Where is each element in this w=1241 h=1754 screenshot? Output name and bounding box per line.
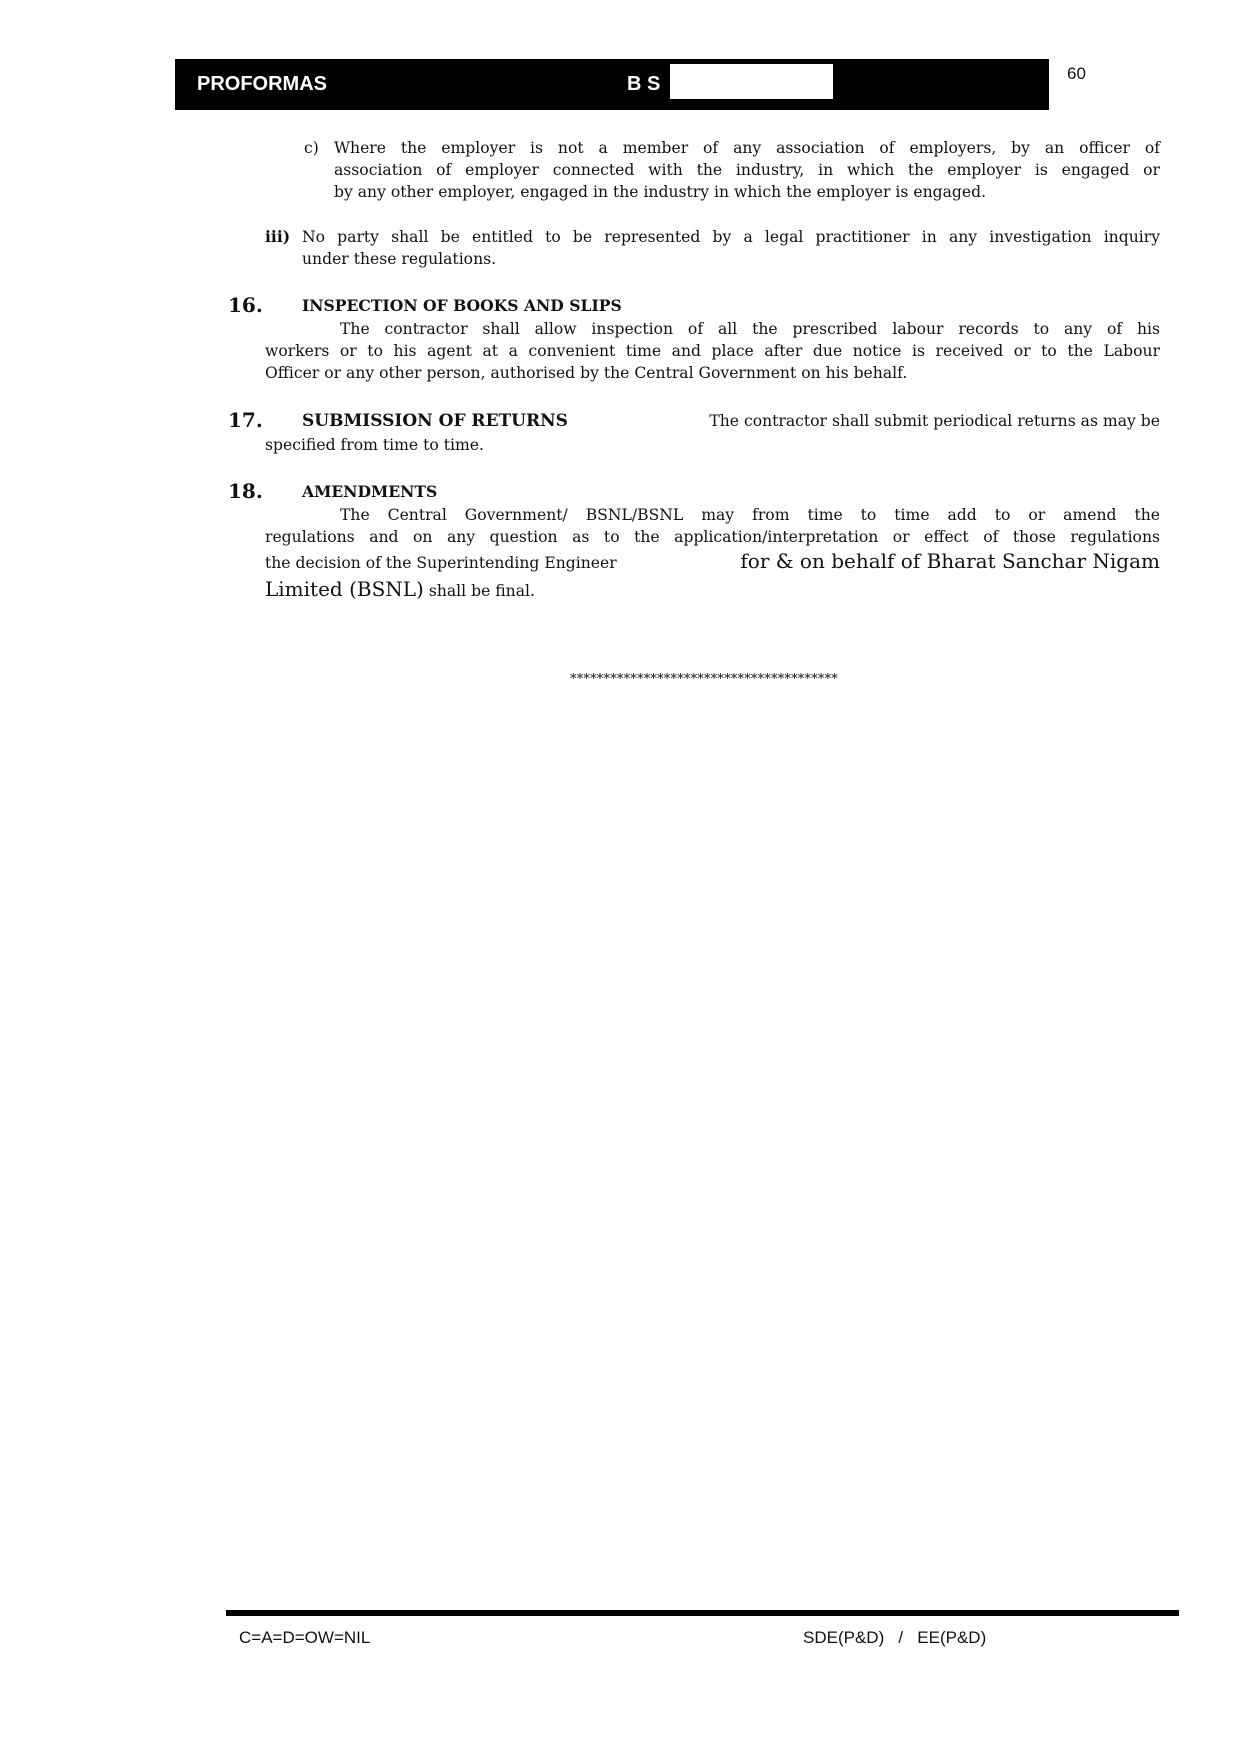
- redaction-box: [670, 64, 833, 99]
- header-title: PROFORMAS: [197, 73, 327, 95]
- clause-iii-line: No party shall be entitled to be represented by a legal practitioner in any investigation inquiry: [302, 228, 1160, 246]
- section-18-number: 18.: [228, 479, 263, 503]
- section-16-heading: INSPECTION OF BOOKS AND SLIPS: [302, 296, 622, 315]
- separator-stars: ****************************************: [570, 672, 838, 687]
- clause-c-line: Where the employer is not a member of any association of employers, by an officer of: [334, 139, 1160, 157]
- section-17-text: The contractor shall submit periodical returns as may be: [709, 412, 1160, 430]
- clause-iii-line: under these regulations.: [302, 250, 497, 268]
- section-18-line: regulations and on any question as to the application/interpretation or effect of those regulations: [265, 528, 1160, 546]
- footer-right: SDE(P&D) / EE(P&D): [803, 1628, 987, 1647]
- section-16-number: 16.: [228, 293, 263, 317]
- clause-c-line: by any other employer, engaged in the industry in which the employer is engaged.: [334, 183, 987, 201]
- clause-c-line: association of employer connected with the industry, in which the employer is engaged or: [334, 161, 1160, 179]
- header-bar: [175, 59, 1049, 110]
- section-18-line3: [265, 550, 1160, 574]
- clause-c-label: c): [304, 139, 319, 157]
- section-17-heading: SUBMISSION OF RETURNS: [302, 411, 568, 431]
- section-17-line2: specified from time to time.: [265, 436, 484, 454]
- section-18-heading: AMENDMENTS: [302, 482, 438, 501]
- section-18-text-large: Limited (BSNL): [265, 577, 424, 601]
- page-number: 60: [1067, 64, 1086, 83]
- footer-left: C=A=D=OW=NIL: [239, 1628, 371, 1647]
- clause-iii-label: iii): [265, 227, 291, 246]
- footer-rule: [226, 1610, 1179, 1616]
- section-18-text-large: for & on behalf of Bharat Sanchar Nigam: [740, 549, 1160, 573]
- section-16-line: The contractor shall allow inspection of all the prescribed labour records to any of his: [340, 320, 1160, 338]
- section-17-line1: [302, 410, 1160, 432]
- section-16-line: workers or to his agent at a convenient time and place after due notice is received or to the Labour: [265, 342, 1160, 360]
- section-18-text: shall be final.: [423, 582, 535, 600]
- header-code: B S: [627, 73, 661, 95]
- section-18-text: the decision of the Superintending Engineer: [265, 554, 617, 572]
- section-16-line: Officer or any other person, authorised by the Central Government on his behalf.: [265, 364, 908, 382]
- section-17-number: 17.: [228, 408, 263, 432]
- section-18-line: The Central Government/ BSNL/BSNL may from time to time add to or amend the: [340, 506, 1160, 524]
- section-18-line4: [265, 578, 535, 602]
